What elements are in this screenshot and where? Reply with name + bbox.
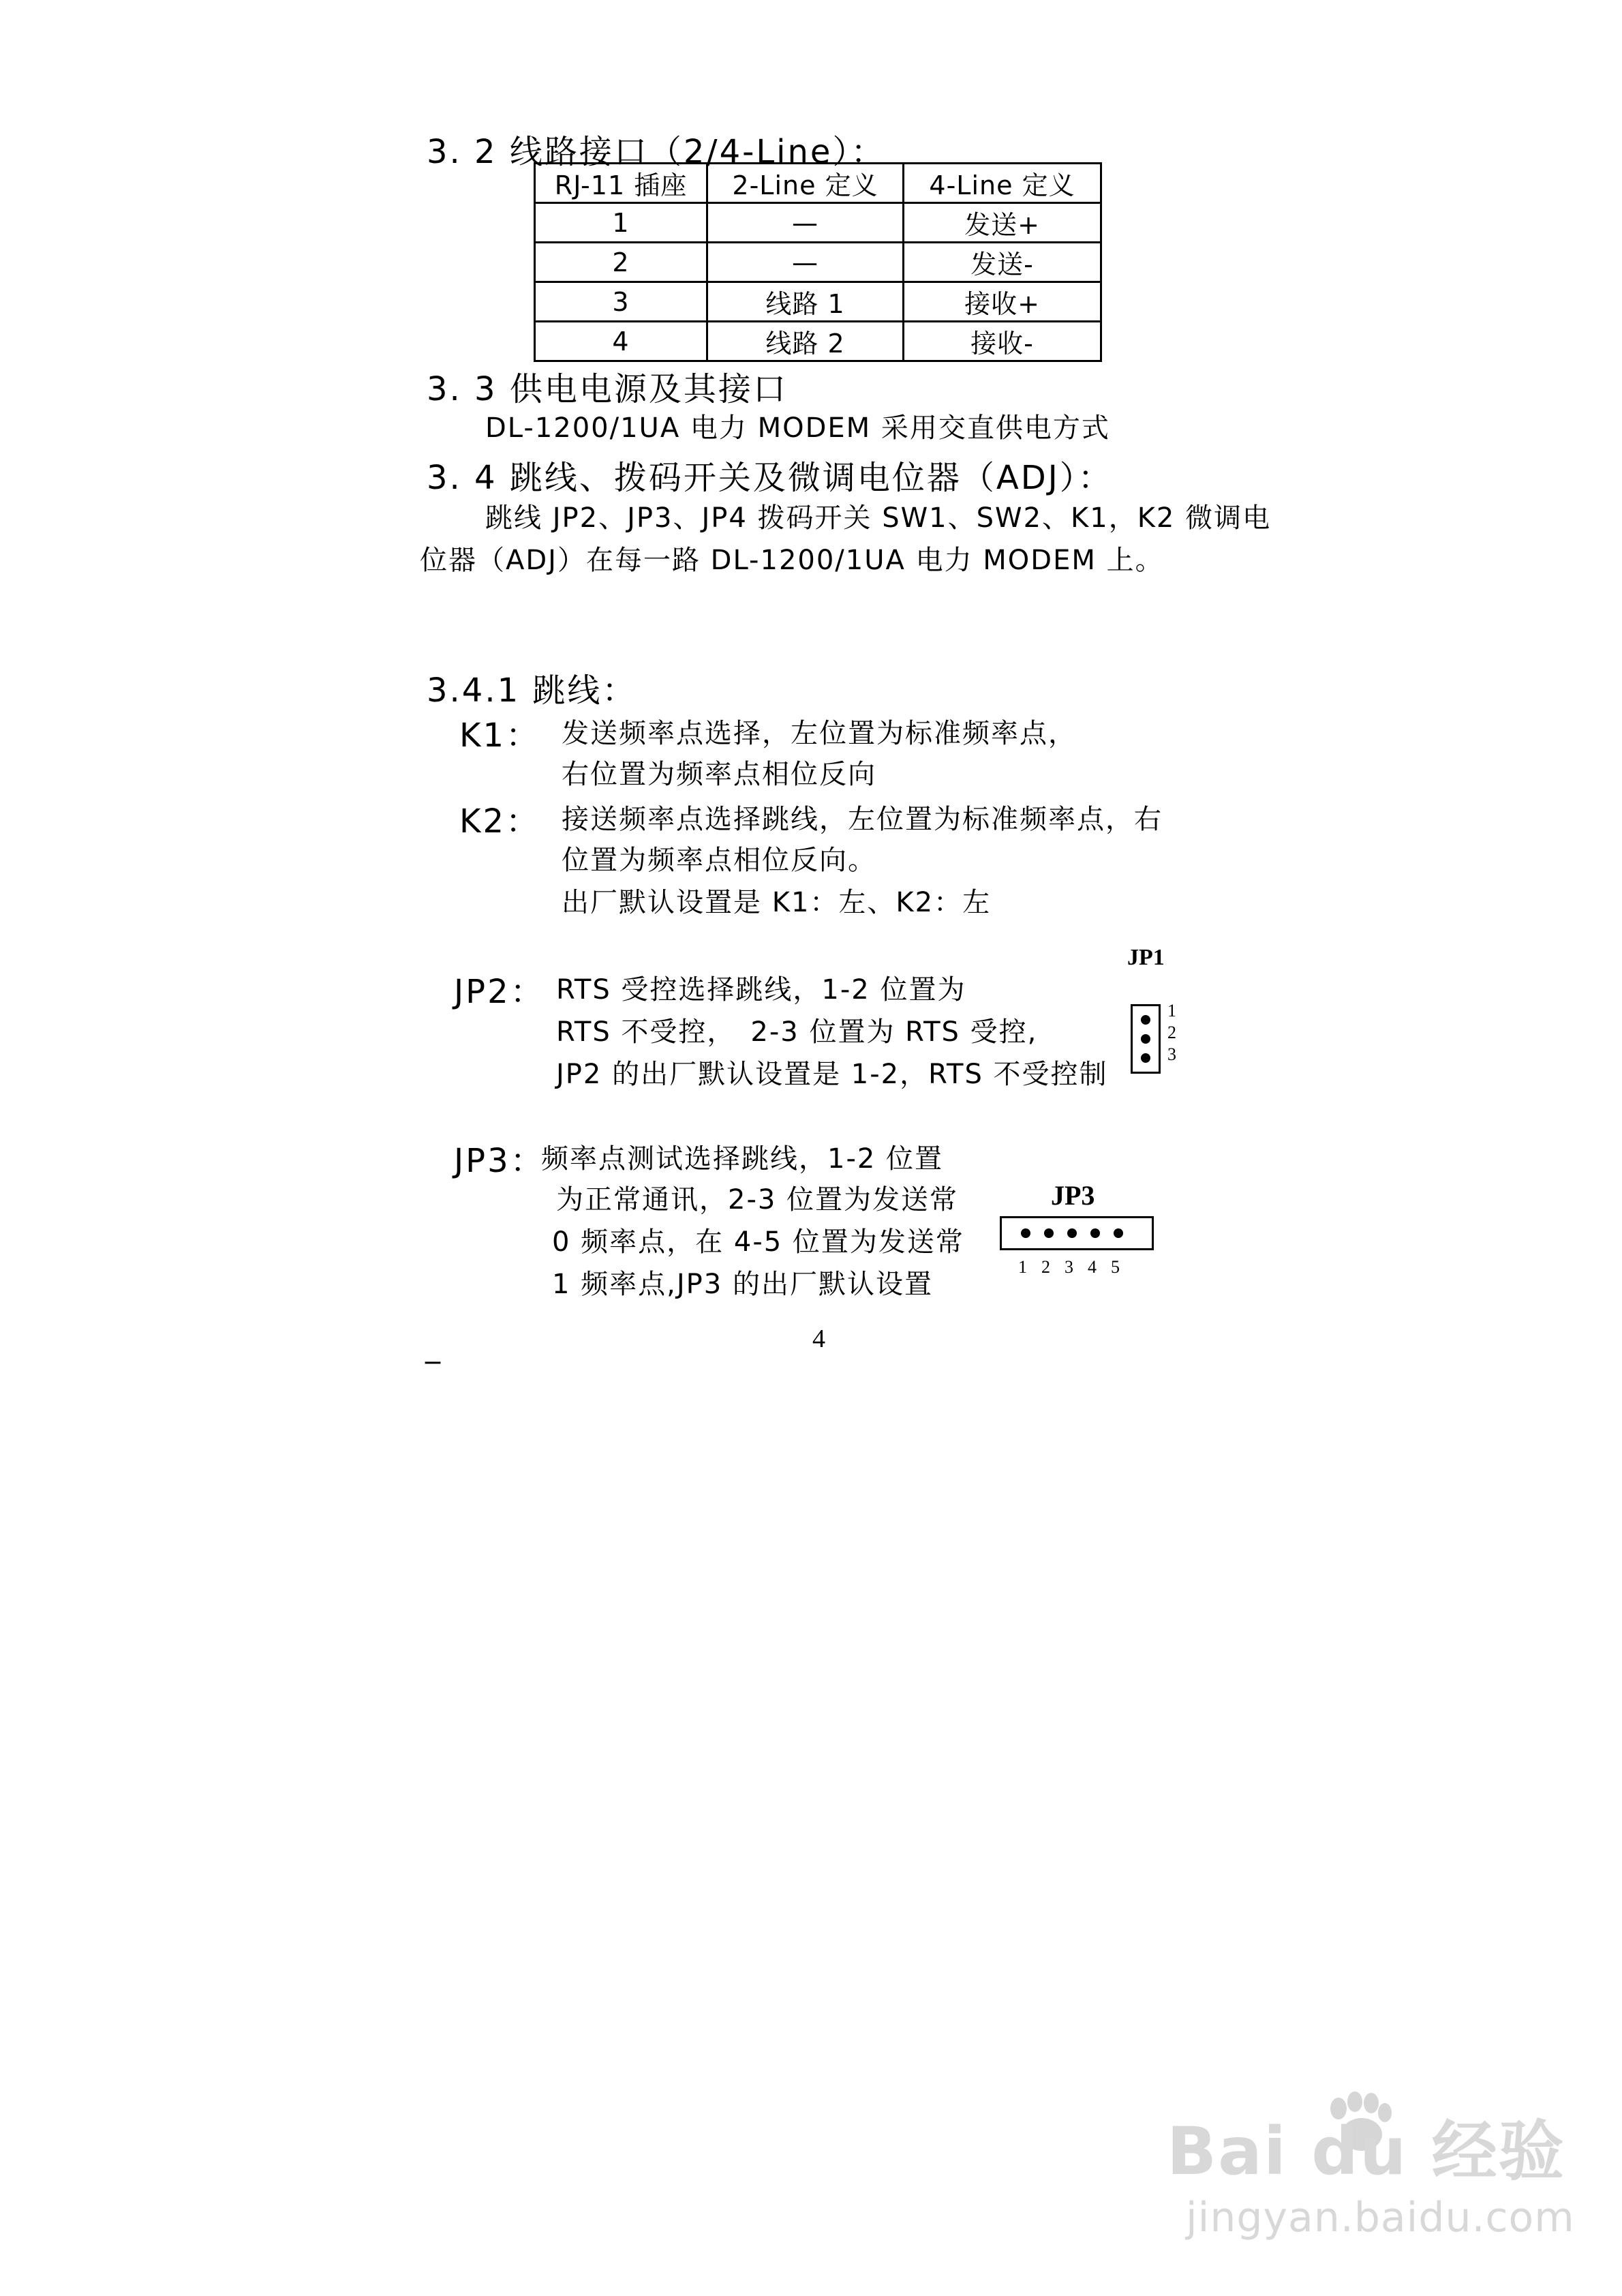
jp3-pin-number: 3 xyxy=(1065,1257,1073,1277)
table-cell: 接收+ xyxy=(904,282,1101,322)
section-3-4-1-title: 3.4.1 跳线： xyxy=(427,671,637,710)
table-cell: 3 xyxy=(535,282,707,322)
jp3-line3: 0 频率点，在 4-5 位置为发送常 xyxy=(552,1226,964,1258)
jp3-pin-number: 2 xyxy=(1041,1257,1050,1277)
k2-line2: 位置为频率点相位反向。 xyxy=(562,845,876,876)
table-cell: 4 xyxy=(535,322,707,361)
page-number: 4 xyxy=(812,1325,825,1353)
jp2-line3: JP2 的出厂默认设置是 1-2，RTS 不受控制 xyxy=(556,1059,1108,1090)
jp3-pin-number: 5 xyxy=(1111,1257,1120,1277)
section-3-3-text: DL-1200/1UA 电力 MODEM 采用交直供电方式 xyxy=(485,412,1110,444)
table-row xyxy=(535,282,1101,322)
jp1-pin-dot xyxy=(1141,1053,1150,1063)
table-header-cell: 4-Line 定义 xyxy=(904,164,1101,203)
table-cell: 2 xyxy=(535,243,707,282)
table-row xyxy=(535,243,1101,282)
watermark-brand: Bai du 经验 xyxy=(1167,2113,1565,2190)
table-cell: 发送- xyxy=(904,243,1101,282)
section-3-4-line1: 跳线 JP2、JP3、JP4 拨码开关 SW1、SW2、K1，K2 微调电 xyxy=(485,502,1272,534)
watermark-url: jingyan.baidu.com xyxy=(1186,2194,1575,2241)
table-cell: 线路 1 xyxy=(707,282,904,322)
k1-label: K1： xyxy=(459,716,541,755)
jp1-pin-number: 1 xyxy=(1167,1001,1176,1021)
table-header-cell: 2-Line 定义 xyxy=(707,164,904,203)
k1-line1: 发送频率点选择，左位置为标准频率点， xyxy=(562,718,1077,749)
jp3-pin-dot xyxy=(1044,1228,1054,1238)
section-3-4-line2: 位器（ADJ）在每一路 DL-1200/1UA 电力 MODEM 上。 xyxy=(420,545,1164,576)
k2-label: K2： xyxy=(459,802,541,841)
table-header-row xyxy=(535,164,1101,203)
table-cell: — xyxy=(707,203,904,243)
jp3-label: JP3： xyxy=(454,1142,545,1180)
jp3-pin-number: 1 xyxy=(1018,1257,1027,1277)
jp3-line4: 1 频率点,JP3 的出厂默认设置 xyxy=(552,1269,933,1300)
section-3-4-title: 3. 4 跳线、拨码开关及微调电位器（ADJ）： xyxy=(427,459,1113,497)
table-cell: — xyxy=(707,243,904,282)
jp1-pin-dot xyxy=(1141,1034,1150,1044)
footer-mark: _ xyxy=(425,1329,440,1364)
table-row xyxy=(535,203,1101,243)
table-cell: 接收- xyxy=(904,322,1101,361)
jp1-pin-number: 3 xyxy=(1167,1044,1176,1064)
table-cell: 线路 2 xyxy=(707,322,904,361)
section-3-3-title: 3. 3 供电电源及其接口 xyxy=(427,370,788,408)
jp3-pin-dot xyxy=(1021,1228,1030,1238)
k2-line1: 接送频率点选择跳线，左位置为标准频率点，右 xyxy=(562,804,1163,835)
table-header-cell: RJ-11 插座 xyxy=(535,164,707,203)
table-cell: 1 xyxy=(535,203,707,243)
jp3-title: JP3 xyxy=(1051,1180,1095,1211)
section-3-2-title: 3. 2 线路接口（2/4-Line）： xyxy=(427,133,886,171)
rj11-pin-table xyxy=(534,162,1102,362)
jp3-header-diagram xyxy=(1000,1216,1154,1250)
jp1-pin-number: 2 xyxy=(1167,1023,1176,1042)
jp3-pin-dot xyxy=(1114,1228,1123,1238)
jp1-title: JP1 xyxy=(1127,945,1165,970)
jp3-pin-number: 4 xyxy=(1088,1257,1097,1277)
table-row xyxy=(535,322,1101,361)
table-cell: 发送+ xyxy=(904,203,1101,243)
jp3-pin-dot xyxy=(1090,1228,1100,1238)
jp3-pin-dot xyxy=(1067,1228,1077,1238)
jp2-label: JP2： xyxy=(454,973,545,1011)
jp3-line1: 频率点测试选择跳线，1-2 位置 xyxy=(541,1143,944,1175)
k2-line3: 出厂默认设置是 K1：左、K2：左 xyxy=(562,887,992,918)
k1-line2: 右位置为频率点相位反向 xyxy=(562,759,876,790)
jp3-line2: 为正常通讯，2-3 位置为发送常 xyxy=(556,1184,959,1215)
jp1-pin-dot xyxy=(1141,1015,1150,1025)
jp2-line1: RTS 受控选择跳线，1-2 位置为 xyxy=(556,974,966,1006)
jp1-header-diagram xyxy=(1131,1004,1161,1074)
jp2-line2: RTS 不受控， 2-3 位置为 RTS 受控, xyxy=(556,1016,1038,1048)
